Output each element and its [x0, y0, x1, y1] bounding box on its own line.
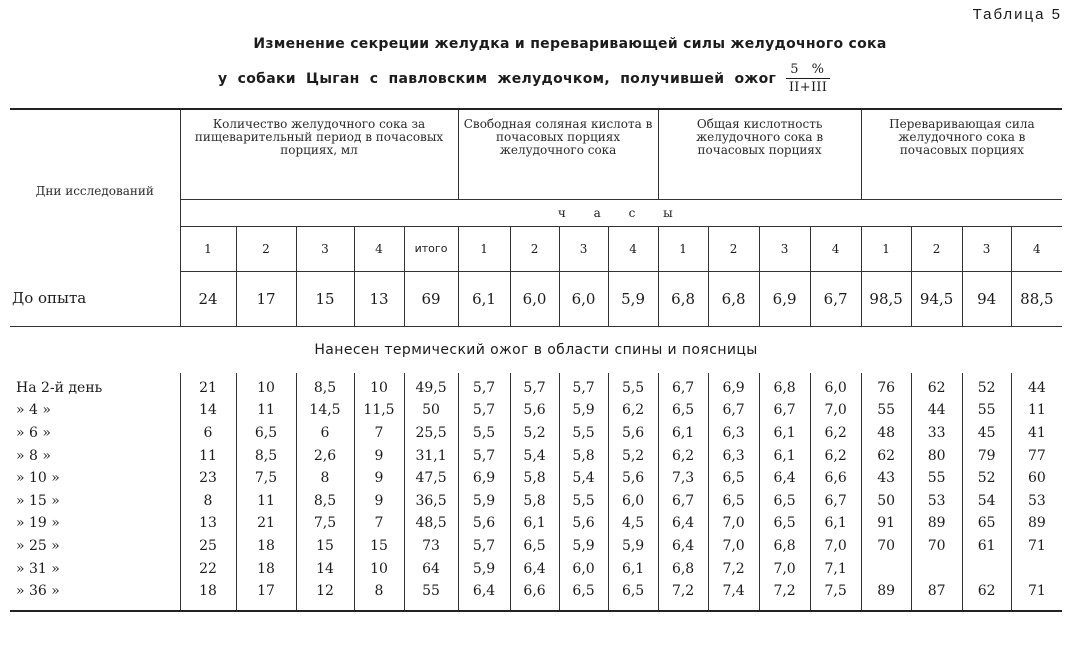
table-cell: 6,5: [658, 399, 708, 422]
table-cell: 71: [1011, 580, 1062, 603]
table-cell: 15: [296, 271, 354, 326]
table-cell: 33: [911, 422, 962, 445]
table-cell: 62: [911, 373, 962, 400]
table-row: [10, 489, 1062, 512]
table-cell: 21: [180, 373, 236, 400]
column-number: 3: [759, 226, 810, 271]
table-cell: 11,5: [354, 399, 404, 422]
table-cell: 21: [236, 512, 296, 535]
table-cell: 52: [962, 373, 1011, 400]
column-number: 3: [296, 226, 354, 271]
table-cell: 5,7: [559, 373, 608, 400]
baseline-label: До опыта: [10, 271, 180, 326]
table-cell: 47,5: [404, 467, 458, 490]
table-cell: 6,2: [608, 399, 658, 422]
table-cell: 94,5: [911, 271, 962, 326]
table-cell: 79: [962, 444, 1011, 467]
table-cell: 73: [404, 535, 458, 558]
table-cell: 7,1: [810, 557, 861, 580]
table-cell: 5,8: [510, 489, 559, 512]
table-cell: 50: [404, 399, 458, 422]
table-cell: 5,6: [608, 467, 658, 490]
column-number: 1: [658, 226, 708, 271]
table-cell: 55: [404, 580, 458, 603]
group-header-juice-volume: Количество желудочного сока за пищеварительный период в почасовых порциях, мл: [180, 109, 458, 199]
row-day-label: » 4 »: [16, 402, 51, 419]
table-row: [10, 399, 1062, 422]
table-cell: 7,2: [658, 580, 708, 603]
table-cell: 53: [1011, 489, 1062, 512]
table-cell: 17: [236, 271, 296, 326]
section-title: Нанесен термический ожог в области спины и поясницы: [314, 341, 758, 358]
table-cell: 6,5: [236, 422, 296, 445]
table-cell: 7: [354, 422, 404, 445]
column-number: 1: [180, 226, 236, 271]
table-cell: 60: [1011, 467, 1062, 490]
table-cell: 45: [962, 422, 1011, 445]
table-cell: 41: [1011, 422, 1062, 445]
table-cell: 5,6: [608, 422, 658, 445]
table-cell: 2,6: [296, 444, 354, 467]
table-number: Таблица 5: [972, 6, 1062, 23]
row-day-label: » 15 »: [16, 492, 60, 509]
table-row: [10, 557, 1062, 580]
table-cell: 5,5: [559, 422, 608, 445]
table-title-line-2-text: у собаки Цыган с павловским желудочком, получившей ожог: [218, 70, 777, 87]
column-number: 4: [1011, 226, 1062, 271]
group-header-free-hcl: Свободная соляная кислота в почасовых порциях желудочного сока: [458, 109, 658, 199]
table-cell: 5,7: [458, 399, 510, 422]
table-cell: 6,0: [559, 271, 608, 326]
table-cell: 89: [861, 580, 911, 603]
table-cell: 9: [354, 489, 404, 512]
table-cell: 98,5: [861, 271, 911, 326]
row-day-label: » 25 »: [16, 537, 60, 554]
table-cell: 6,1: [510, 512, 559, 535]
column-number: 4: [810, 226, 861, 271]
table-cell: 5,7: [510, 373, 559, 400]
table-cell: 6,5: [559, 580, 608, 603]
row-day-label: » 31 »: [16, 560, 60, 577]
table-cell: 49,5: [404, 373, 458, 400]
table-cell: 6,1: [810, 512, 861, 535]
table-cell: 7,0: [708, 535, 759, 558]
table-cell: 11: [1011, 399, 1062, 422]
table-cell: 6,7: [658, 373, 708, 400]
table-cell: 80: [911, 444, 962, 467]
table-cell: 6,7: [708, 399, 759, 422]
table-row: [10, 535, 1062, 558]
table-cell: 55: [962, 399, 1011, 422]
table-cell: 6,1: [759, 444, 810, 467]
table-cell: 6,8: [759, 535, 810, 558]
table-cell: 5,9: [559, 399, 608, 422]
table-cell: 5,6: [510, 399, 559, 422]
table-cell: 5,9: [458, 489, 510, 512]
table-cell: 6,1: [458, 271, 510, 326]
table-cell: 14: [180, 399, 236, 422]
column-number: 4: [354, 226, 404, 271]
burn-fraction-denominator: II+III: [788, 80, 828, 95]
table-cell: 13: [354, 271, 404, 326]
table-cell: 44: [1011, 373, 1062, 400]
table-cell: 5,9: [608, 271, 658, 326]
table-cell: 7: [354, 512, 404, 535]
table-cell: 5,4: [559, 467, 608, 490]
table-cell: 9: [354, 467, 404, 490]
table-cell: 9: [354, 444, 404, 467]
table-cell: 77: [1011, 444, 1062, 467]
table-cell: 6,7: [759, 399, 810, 422]
table-cell: 6,6: [510, 580, 559, 603]
table-cell: 7,0: [708, 512, 759, 535]
row-day-label: На 2-й день: [16, 379, 103, 396]
table-cell: 22: [180, 557, 236, 580]
table-cell: 6,3: [708, 444, 759, 467]
table-row: [10, 512, 1062, 535]
table-cell: 5,8: [559, 444, 608, 467]
table-cell: 13: [180, 512, 236, 535]
table-cell: 12: [296, 580, 354, 603]
table-cell: 7,3: [658, 467, 708, 490]
table-cell: 6,0: [559, 557, 608, 580]
table-cell: 5,8: [510, 467, 559, 490]
table-cell: 6,5: [510, 535, 559, 558]
table-cell: 89: [1011, 512, 1062, 535]
table-row: [10, 444, 1062, 467]
table-cell: 6,9: [458, 467, 510, 490]
table-cell: 65: [962, 512, 1011, 535]
column-number: 3: [559, 226, 608, 271]
table-cell: 6,0: [810, 373, 861, 400]
table-cell: 87: [911, 580, 962, 603]
table-cell: 8,5: [296, 489, 354, 512]
table-cell: 7,4: [708, 580, 759, 603]
table-cell: 6,8: [658, 557, 708, 580]
table-cell: 61: [962, 535, 1011, 558]
table-cell: 10: [354, 557, 404, 580]
table-cell: 18: [236, 535, 296, 558]
table-cell: 7,5: [296, 512, 354, 535]
table-cell: 89: [911, 512, 962, 535]
table-cell: 62: [962, 580, 1011, 603]
table-cell: 24: [180, 271, 236, 326]
table-cell: [861, 557, 911, 580]
burn-fraction-numerator: 5 %: [786, 62, 830, 79]
column-number: 2: [708, 226, 759, 271]
burn-fraction: [786, 62, 830, 95]
table-cell: 6,7: [658, 489, 708, 512]
row-day-label: » 8 »: [16, 447, 51, 464]
table-cell: 6,4: [458, 580, 510, 603]
table-cell: 31,1: [404, 444, 458, 467]
table-cell: 6,5: [759, 512, 810, 535]
column-number: 3: [962, 226, 1011, 271]
row-day-label: » 19 »: [16, 515, 60, 532]
table-cell: 55: [861, 399, 911, 422]
table-cell: 6,8: [708, 271, 759, 326]
data-table: [10, 108, 1062, 612]
table-cell: 6,7: [810, 271, 861, 326]
table-cell: 5,7: [458, 535, 510, 558]
table-cell: 11: [236, 489, 296, 512]
table-cell: 5,6: [559, 512, 608, 535]
table-cell: 7,5: [236, 467, 296, 490]
days-column-header: Дни исследований: [35, 183, 154, 198]
table-cell: 10: [236, 373, 296, 400]
group-header-total-acidity: Общая кислотность желудочного сока в почасовых порциях: [658, 109, 861, 199]
table-cell: 5,9: [458, 557, 510, 580]
table-cell: 8: [354, 580, 404, 603]
column-total: итого: [404, 226, 458, 271]
column-number: 2: [236, 226, 296, 271]
hours-header: ч а с ы: [180, 199, 1062, 226]
table-cell: 14,5: [296, 399, 354, 422]
table-cell: 6,6: [810, 467, 861, 490]
table-cell: 5,5: [608, 373, 658, 400]
table-cell: 44: [911, 399, 962, 422]
table-cell: 11: [236, 399, 296, 422]
table-cell: 55: [911, 467, 962, 490]
table-cell: 5,2: [510, 422, 559, 445]
table-cell: 6,5: [708, 489, 759, 512]
table-cell: 6,4: [510, 557, 559, 580]
row-day-label: » 10 »: [16, 470, 60, 487]
column-number: 2: [510, 226, 559, 271]
table-row: [10, 373, 1062, 400]
table-cell: 43: [861, 467, 911, 490]
table-cell: 7,0: [759, 557, 810, 580]
table-cell: 4,5: [608, 512, 658, 535]
table-cell: 6,1: [608, 557, 658, 580]
table-cell: 6,8: [658, 271, 708, 326]
table-cell: 5,7: [458, 373, 510, 400]
table-cell: 6,2: [810, 422, 861, 445]
row-day-label: » 6 »: [16, 424, 51, 441]
table-cell: 7,0: [810, 399, 861, 422]
table-cell: 25: [180, 535, 236, 558]
table-cell: 6,2: [658, 444, 708, 467]
table-cell: 6,7: [810, 489, 861, 512]
table-cell: 5,6: [458, 512, 510, 535]
table-cell: 70: [911, 535, 962, 558]
table-cell: 10: [354, 373, 404, 400]
table-cell: 36,5: [404, 489, 458, 512]
column-number: 1: [458, 226, 510, 271]
table-cell: 15: [296, 535, 354, 558]
table-row: [10, 580, 1062, 603]
column-number: 4: [608, 226, 658, 271]
table-cell: 7,5: [810, 580, 861, 603]
table-cell: 54: [962, 489, 1011, 512]
table-cell: 52: [962, 467, 1011, 490]
table-cell: 8: [296, 467, 354, 490]
table-cell: 5,7: [458, 444, 510, 467]
table-cell: 5,5: [559, 489, 608, 512]
table-row: [10, 467, 1062, 490]
row-day-label: » 36 »: [16, 583, 60, 600]
table-cell: 5,4: [510, 444, 559, 467]
table-cell: 18: [180, 580, 236, 603]
table-cell: [1011, 557, 1062, 580]
table-cell: 25,5: [404, 422, 458, 445]
table-cell: 62: [861, 444, 911, 467]
table-cell: 69: [404, 271, 458, 326]
table-cell: 18: [236, 557, 296, 580]
table-cell: 8,5: [236, 444, 296, 467]
baseline-row: [10, 271, 1062, 326]
table-cell: 11: [180, 444, 236, 467]
table-cell: 6,9: [708, 373, 759, 400]
table-cell: 6,1: [658, 422, 708, 445]
table-row: [10, 422, 1062, 445]
table-cell: 6: [296, 422, 354, 445]
table-cell: 6,4: [759, 467, 810, 490]
table-cell: 23: [180, 467, 236, 490]
table-cell: [962, 557, 1011, 580]
table-cell: 5,5: [458, 422, 510, 445]
group-header-digestive-power: Переваривающая сила желудочного сока в почасовых порциях: [861, 109, 1062, 199]
table-cell: 6,5: [608, 580, 658, 603]
table-cell: 6,2: [810, 444, 861, 467]
table-cell: 17: [236, 580, 296, 603]
table-title-line-2: [218, 62, 830, 95]
table-cell: [911, 557, 962, 580]
table-cell: 5,9: [559, 535, 608, 558]
table-cell: 94: [962, 271, 1011, 326]
column-number: 1: [861, 226, 911, 271]
table-cell: 6,0: [510, 271, 559, 326]
table-cell: 76: [861, 373, 911, 400]
table-cell: 6,3: [708, 422, 759, 445]
table-cell: 6,4: [658, 535, 708, 558]
table-cell: 71: [1011, 535, 1062, 558]
table-cell: 15: [354, 535, 404, 558]
table-cell: 7,0: [810, 535, 861, 558]
table-cell: 5,9: [608, 535, 658, 558]
table-cell: 48,5: [404, 512, 458, 535]
table-cell: 7,2: [708, 557, 759, 580]
table-cell: 6,9: [759, 271, 810, 326]
table-cell: 6,0: [608, 489, 658, 512]
table-cell: 14: [296, 557, 354, 580]
table-cell: 6,8: [759, 373, 810, 400]
table-cell: 8,5: [296, 373, 354, 400]
table-cell: 6: [180, 422, 236, 445]
table-cell: 6,5: [759, 489, 810, 512]
table-cell: 6,5: [708, 467, 759, 490]
column-number: 2: [911, 226, 962, 271]
table-cell: 88,5: [1011, 271, 1062, 326]
table-cell: 7,2: [759, 580, 810, 603]
table-cell: 70: [861, 535, 911, 558]
table-title-line-1: Изменение секреции желудка и переваривающей силы желудочного сока: [253, 36, 887, 52]
table-cell: 91: [861, 512, 911, 535]
table-cell: 6,1: [759, 422, 810, 445]
table-cell: 5,2: [608, 444, 658, 467]
table-cell: 64: [404, 557, 458, 580]
table-cell: 53: [911, 489, 962, 512]
table-cell: 8: [180, 489, 236, 512]
table-cell: 6,4: [658, 512, 708, 535]
table-cell: 50: [861, 489, 911, 512]
table-cell: 48: [861, 422, 911, 445]
